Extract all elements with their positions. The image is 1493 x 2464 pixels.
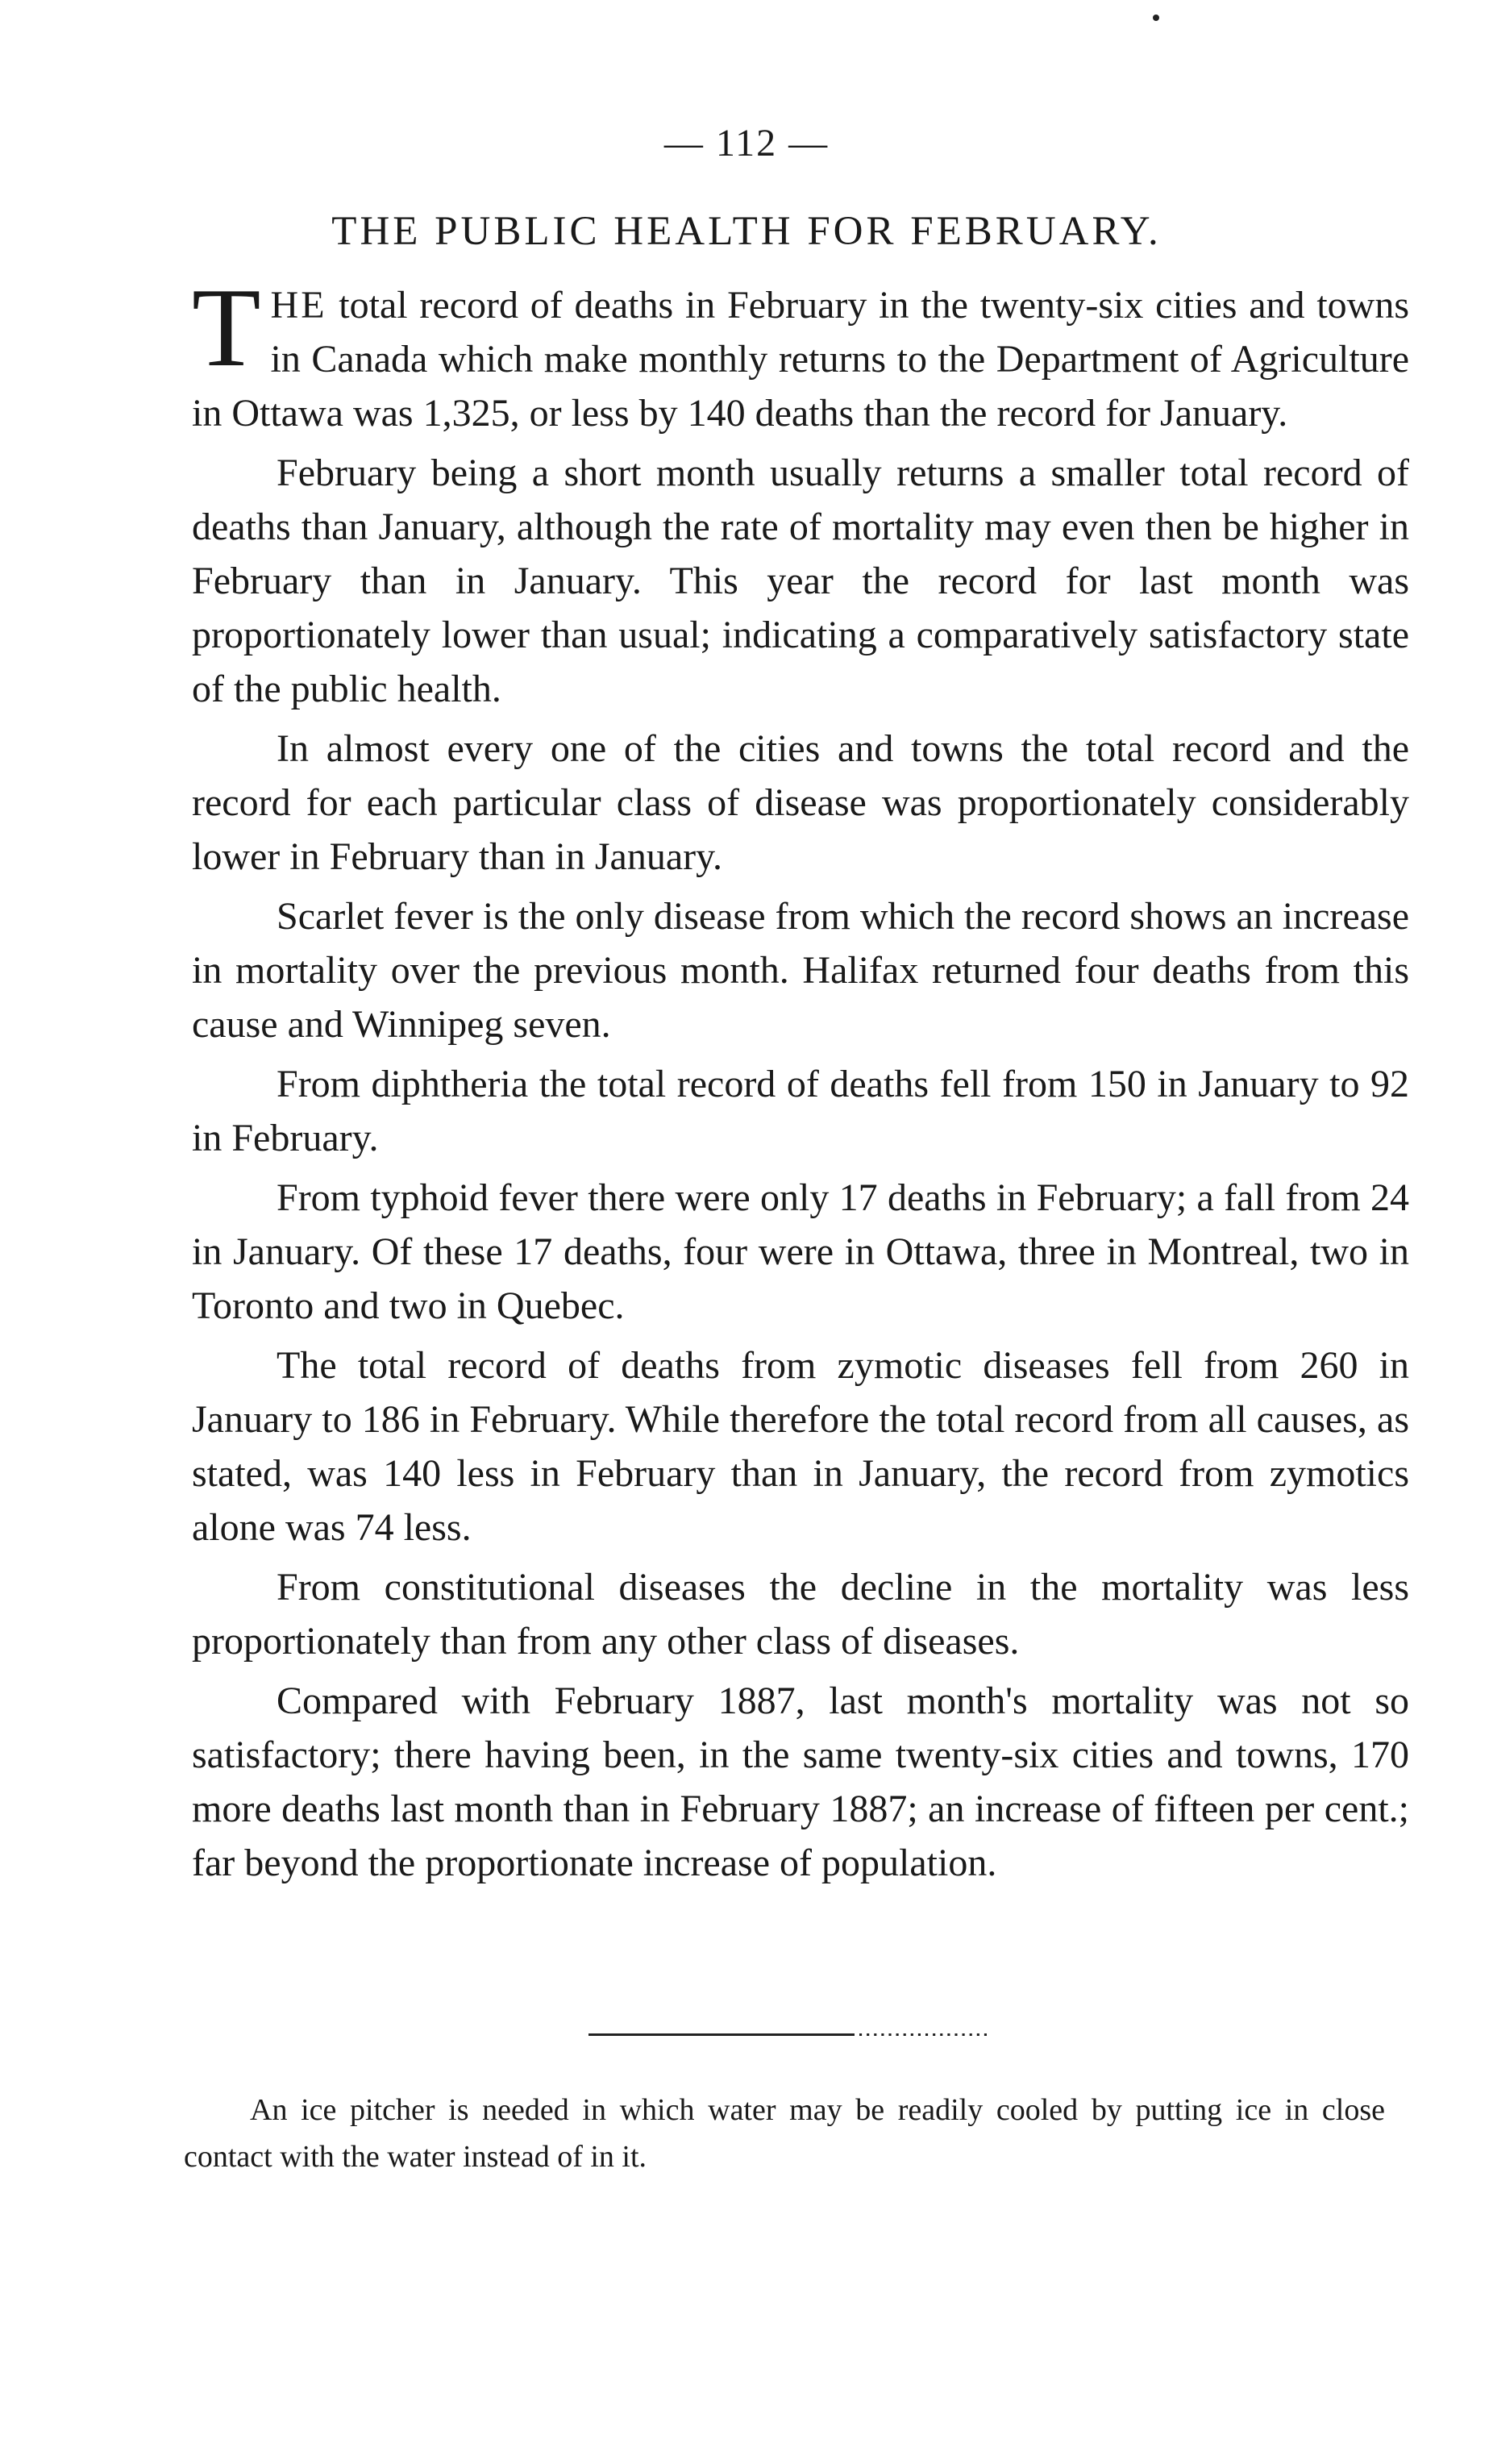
drop-cap: T [192,265,261,390]
page-number: — 112 — [663,122,830,164]
divider-dash-tail [855,2033,992,2036]
paragraph-3: In almost every one of the cities and towns the total record and the record for each particular class of disease was proportionately considerably lower in February than in January. [192,727,1409,878]
stray-dot [1153,15,1159,21]
article-title: THE PUBLIC HEALTH FOR FEBRUARY. [331,209,1162,254]
first-word-rest: HE [270,284,327,327]
paragraph-8: From constitutional diseases the decline in the mortality was less proportionately than from any other class of diseases. [192,1566,1409,1663]
paragraph-7: The total record of deaths from zymotic diseases fell from 260 in January to 186 in February. While therefore the total record from all causes, as stated, was 140 less in February than in January, the record from zymotics alone was 74 less. [192,1344,1409,1549]
paragraph-6: From typhoid fever there were only 17 deaths in February; a fall from 24 in January. Of these 17 deaths, four were in Ottawa, three in Montreal, two in Toronto and two in Quebec. [192,1176,1409,1327]
footnote [184,2087,1385,2180]
footnote-text: An ice pitcher is needed in which water may be readily cooled by putting ice in close contact with the water instead of in it. [184,2093,1385,2174]
paragraph-1 [192,265,1409,440]
paragraph-2: February being a short month usually returns a smaller total record of deaths than January, although the rate of mortality may even then be higher in February than in January. This year the record for last month was proportionately lower than usual; indicating a comparatively satisfactory state of the public health. [192,452,1409,710]
paragraph-5: From diphtheria the total record of deaths fell from 150 in January to 92 in February. [192,1063,1409,1159]
paragraph-1-text: total record of deaths in February in the twenty-six cities and towns in Canada which make monthly returns to the Department of Agriculture in Ottawa was 1,325, or less by 140 deaths than the record for January. [192,284,1409,435]
paragraph-9: Compared with February 1887, last month's mortality was not so satisfactory; there having been, in the same twenty-six cities and towns, 170 more deaths last month than in February 1887; an increase of fifteen per cent.; far beyond the proportionate increase of population. [192,1679,1409,1884]
article-body [192,265,1409,1896]
paragraph-4: Scarlet fever is the only disease from which the record shows an increase in mortality over the previous month. Halifax returned four deaths from this cause and Winnipeg seven. [192,895,1409,1046]
